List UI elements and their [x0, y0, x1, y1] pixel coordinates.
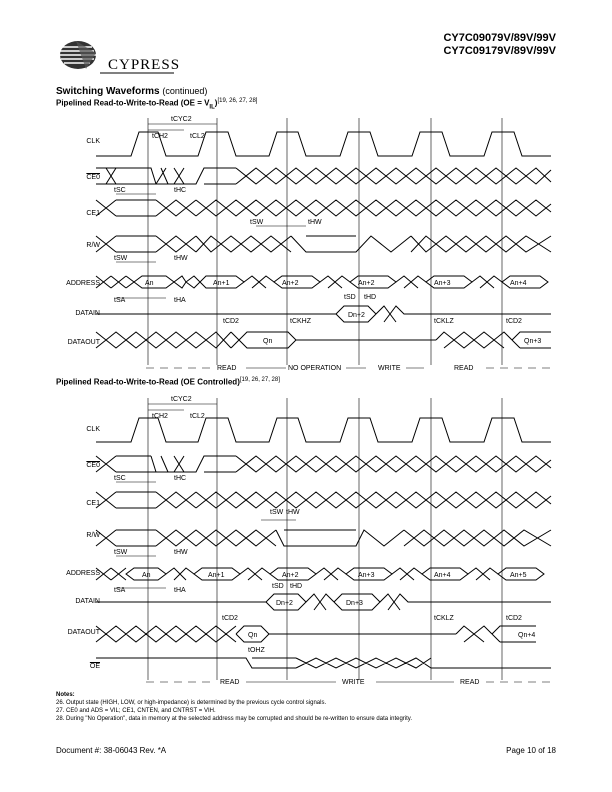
diagram1-title — [56, 98, 257, 110]
d2-timing-tcl2: tCL2 — [190, 413, 205, 420]
part-number-1: CY7C09079V/89V/99V — [443, 32, 556, 44]
d2-timing-tcyc2: tCYC2 — [171, 396, 192, 403]
d2-signal-ce0: CE0 — [86, 462, 100, 469]
d2-timing-tha: tHA — [174, 587, 186, 594]
d2-timing-thw-a: tHW — [286, 509, 300, 516]
d1-address-label-2: An+1 — [213, 280, 230, 287]
d1-address-label-1: An — [145, 280, 154, 287]
d2-phase-read-2: READ — [460, 679, 480, 686]
d2-phase-write: WRITE — [342, 679, 365, 686]
d1-timing-tch2: tCH2 — [152, 133, 168, 140]
d1-timing-tha: tHA — [174, 297, 186, 304]
d2-address-label-2: An+1 — [208, 572, 225, 579]
d2-data-in-label-1: Dn+2 — [276, 600, 293, 607]
d1-phase-write: WRITE — [378, 365, 401, 372]
diagram1-title-text: Pipelined Read-to-Write-to-Read (OE = V — [56, 98, 210, 108]
note-28: 28. During "No Operation", data in memory at the selected address may be corrupted and should be re-written to ensure data integrity. — [56, 716, 413, 722]
footer-page-number: Page 10 of 18 — [506, 746, 556, 755]
logo-text: CYPRESS — [108, 57, 181, 73]
d1-signal-dataout: DATAOUT — [67, 339, 100, 346]
d2-signal-ce1: CE1 — [86, 500, 100, 507]
d2-timing-tohz: tOHZ — [248, 647, 265, 654]
d2-timing-tsd: tSD — [272, 583, 284, 590]
d2-timing-tsw-a: tSW — [270, 509, 284, 516]
d2-timing-thw-b: tHW — [174, 549, 188, 556]
diagram2-title — [56, 377, 280, 387]
d1-timing-tckhz: tCKHZ — [290, 318, 311, 325]
d1-timing-tsw-a: tSW — [250, 219, 264, 226]
footer-doc-number: Document #: 38-06043 Rev. *A — [56, 746, 167, 755]
section-title — [56, 86, 207, 97]
d2-address-label-4: An+3 — [358, 572, 375, 579]
d2-timing-thc: tHC — [174, 475, 187, 482]
d1-timing-tcklz: tCKLZ — [434, 318, 454, 325]
diagram1-title-end: ) — [214, 98, 218, 108]
d1-timing-tcyc2: tCYC2 — [171, 116, 192, 123]
diagram2-refs: [19, 26, 27, 28] — [239, 377, 280, 383]
d2-signal-dataout: DATAOUT — [67, 629, 100, 636]
d1-signal-ce1: CE1 — [86, 210, 100, 217]
d1-timing-tsw-b: tSW — [114, 255, 128, 262]
d2-timing-tcd2-a: tCD2 — [222, 615, 238, 622]
d2-timing-tcd2-b: tCD2 — [506, 615, 522, 622]
d1-signal-ce0: CE0 — [86, 174, 100, 181]
d1-timing-tsc: tSC — [114, 187, 126, 194]
d1-timing-tcl2: tCL2 — [190, 133, 205, 140]
d1-address-label-6: An+4 — [510, 280, 527, 287]
timing-diagram-2 — [56, 390, 556, 690]
d2-signal-oe: $\overline{OE}$ — [89, 663, 100, 670]
part-number-2: CY7C09179V/89V/99V — [443, 45, 556, 57]
d2-signal-datain: DATAIN — [75, 598, 100, 605]
timing-diagram-2-svg — [56, 390, 556, 690]
d1-phase-read-2: READ — [454, 365, 474, 372]
d1-address-label-3: An+2 — [282, 280, 299, 287]
d1-address-label-5: An+3 — [434, 280, 451, 287]
diagram1-title-sub: IL — [209, 104, 215, 111]
d1-timing-thd: tHD — [364, 294, 377, 301]
d2-phase-read-1: READ — [220, 679, 240, 686]
d1-phase-read-1: READ — [217, 365, 237, 372]
d1-timing-thw-a: tHW — [308, 219, 322, 226]
d1-timing-thw-b: tHW — [174, 255, 188, 262]
notes-heading: Notes: — [56, 692, 75, 698]
d1-timing-tsd: tSD — [344, 294, 356, 301]
d1-data-in-label: Dn+2 — [348, 312, 365, 319]
d2-address-label-1: An — [142, 572, 151, 579]
d1-data-out-label-1: Qn — [263, 338, 273, 345]
note-27: 27. CE0 and ADS = VIL; CE1, CNTEN, and CNTRST = VIH. — [56, 708, 216, 714]
diagram1-refs: [19, 26, 27, 28] — [217, 98, 258, 104]
d2-data-in-label-2: Dn+3 — [346, 600, 363, 607]
timing-diagram-1-svg — [56, 110, 556, 378]
diagram2-title-text: Pipelined Read-to-Write-to-Read (OE Controlled) — [56, 377, 240, 387]
timing-diagram-1 — [56, 110, 556, 378]
cypress-logo — [56, 33, 181, 77]
d2-signal-address: ADDRESS — [66, 570, 100, 577]
d2-timing-tsw-b: tSW — [114, 549, 128, 556]
d1-phase-noop: NO OPERATION — [288, 365, 342, 372]
d2-address-label-6: An+5 — [510, 572, 527, 579]
d2-signal-rw: R/W — [86, 532, 100, 539]
d1-signal-address: ADDRESS — [66, 280, 100, 287]
d1-data-out-label-2: Qn+3 — [524, 338, 542, 345]
d2-signal-clk: CLK — [86, 426, 100, 433]
d1-timing-tcd2-b: tCD2 — [506, 318, 522, 325]
note-26: 26. Output state (HIGH, LOW, or high-impedance) is determined by the previous cycle control signals. — [56, 700, 327, 706]
d1-signal-rw: R/W — [86, 242, 100, 249]
d2-address-label-5: An+4 — [434, 572, 451, 579]
d2-address-label-3: An+2 — [282, 572, 299, 579]
d2-data-out-label-1: Qn — [248, 632, 258, 639]
d2-timing-tch2: tCH2 — [152, 413, 168, 420]
d1-timing-tcd2-a: tCD2 — [223, 318, 239, 325]
section-continued: (continued) — [162, 86, 208, 96]
d2-timing-tsc: tSC — [114, 475, 126, 482]
d2-data-out-label-2: Qn+4 — [518, 632, 536, 639]
d1-address-label-4: An+2 — [358, 280, 375, 287]
d2-timing-tsa: tSA — [114, 587, 126, 594]
d1-signal-datain: DATAIN — [75, 310, 100, 317]
d2-timing-tcklz: tCKLZ — [434, 615, 454, 622]
notes — [56, 691, 556, 723]
d1-timing-thc: tHC — [174, 187, 187, 194]
d2-timing-thd: tHD — [290, 583, 303, 590]
d1-timing-tsa: tSA — [114, 297, 126, 304]
section-title-text: Switching Waveforms — [56, 86, 160, 97]
d1-signal-clk: CLK — [86, 138, 100, 145]
